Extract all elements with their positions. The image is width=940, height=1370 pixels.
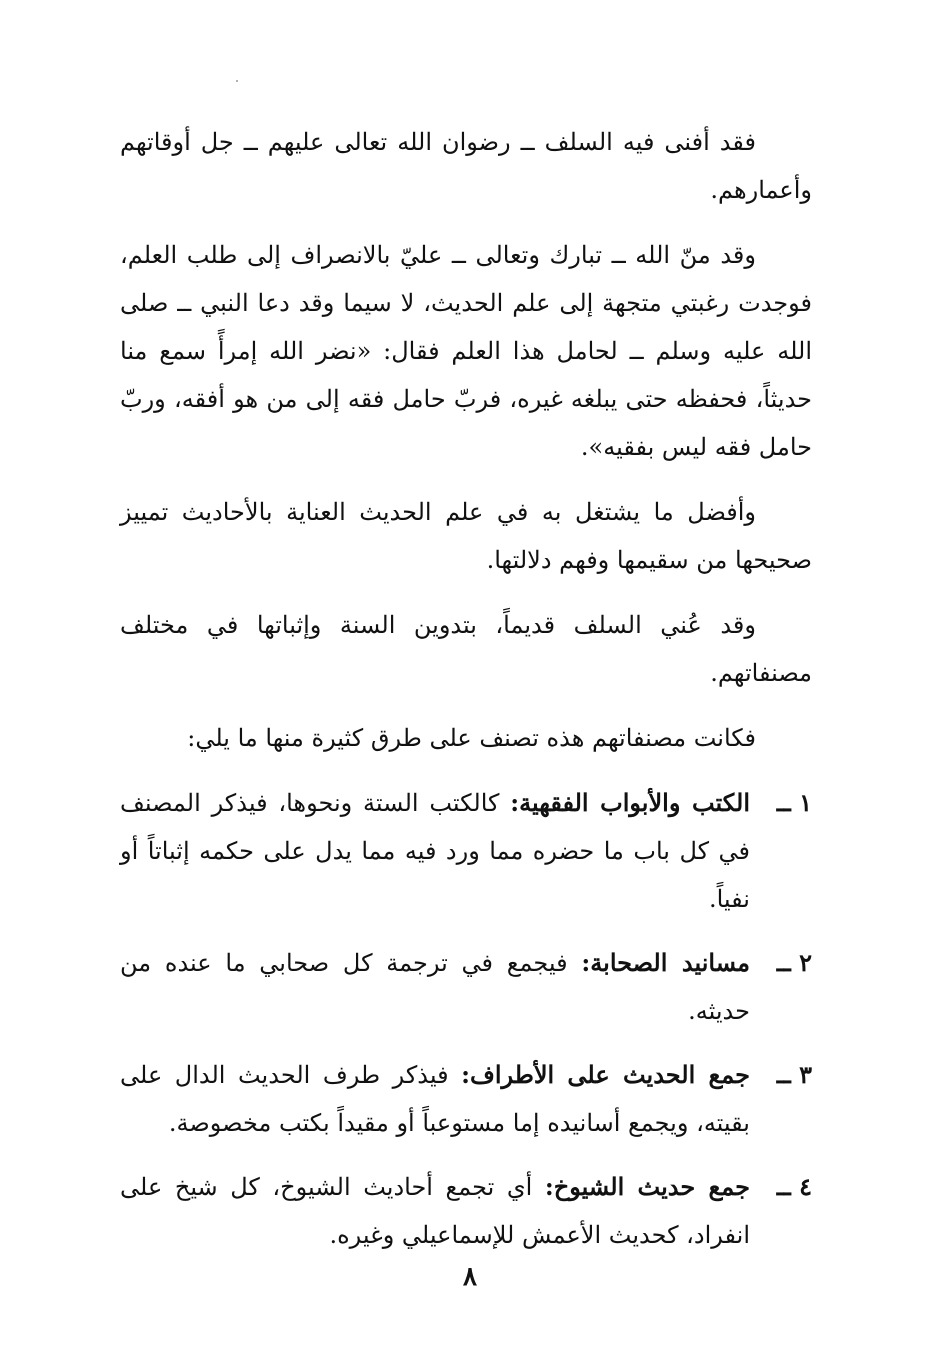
list-item-title: الكتب والأبواب الفقهية: [510, 788, 750, 817]
list-item-number: ٢ ــ [776, 948, 812, 977]
paper-speck [236, 80, 238, 82]
list-item-body [120, 1163, 750, 1259]
paragraph-4: وقد عُني السلف قديماً، بتدوين السنة وإثباتها في مختلف مصنفاتهم. [120, 611, 812, 687]
list-item-title: جمع حديث الشيوخ: [544, 1172, 750, 1201]
paragraph-5: فكانت مصنفاتهم هذه تصنف على طرق كثيرة منها ما يلي: [187, 724, 756, 752]
list-item-text: كالكتب الستة ونحوها، فيذكر المصنف في كل باب ما حضره مما ورد فيه مما يدل على حكمه إثباتاً أو نفياً. [120, 789, 750, 913]
list-item [120, 939, 812, 1035]
list-item [120, 1163, 812, 1259]
list-item-number: ١ ــ [776, 788, 812, 817]
list-item-text: أي تجمع أحاديث الشيوخ، كل شيخ على انفراد، كحديث الأعمش للإسماعيلي وغيره. [120, 1173, 750, 1249]
page-number: ٨ [463, 1262, 477, 1292]
paragraph-3: وأفضل ما يشتغل به في علم الحديث العناية بالأحاديث تمييز صحيحها من سقيمها وفهم دلالتها. [120, 498, 812, 574]
page-body [120, 118, 812, 1275]
paragraph-1: فقد أفنى فيه السلف ــ رضوان الله تعالى عليهم ــ جل أوقاتهم وأعمارهم. [120, 128, 812, 204]
list-item-title: مسانيد الصحابة: [581, 948, 750, 977]
list-item-body [120, 779, 750, 923]
list-item [120, 1051, 812, 1147]
paragraph-2: وقد منّ الله ــ تبارك وتعالى ــ عليّ بالانصراف إلى طلب العلم، فوجدت رغبتي متجهة إلى علم الحديث، لا سيما وقد دعا النبي ــ صلى الله عليه وسلم ــ لحامل هذا العلم فقال: «نضر الله إمرأً سمع منا حديثاً، فحفظه حتى يبلغه غيره، فربّ حامل فقه إلى من هو أفقه، وربّ حامل فقه ليس بفقيه». [120, 241, 812, 461]
list-item-body [120, 939, 750, 1035]
list-item-number: ٣ ــ [776, 1060, 812, 1089]
list-item-text: فيذكر طرف الحديث الدال على بقيته، ويجمع أسانيده إما مستوعباً أو مقيداً بكتب مخصوصة. [120, 1061, 750, 1137]
list-item-title: جمع الحديث على الأطراف: [461, 1060, 750, 1089]
list-item-number: ٤ ــ [776, 1172, 812, 1201]
list-item-text: فيجمع في ترجمة كل صحابي ما عنده من حديثه. [120, 949, 750, 1025]
list-item [120, 779, 812, 923]
list-item-body [120, 1051, 750, 1147]
